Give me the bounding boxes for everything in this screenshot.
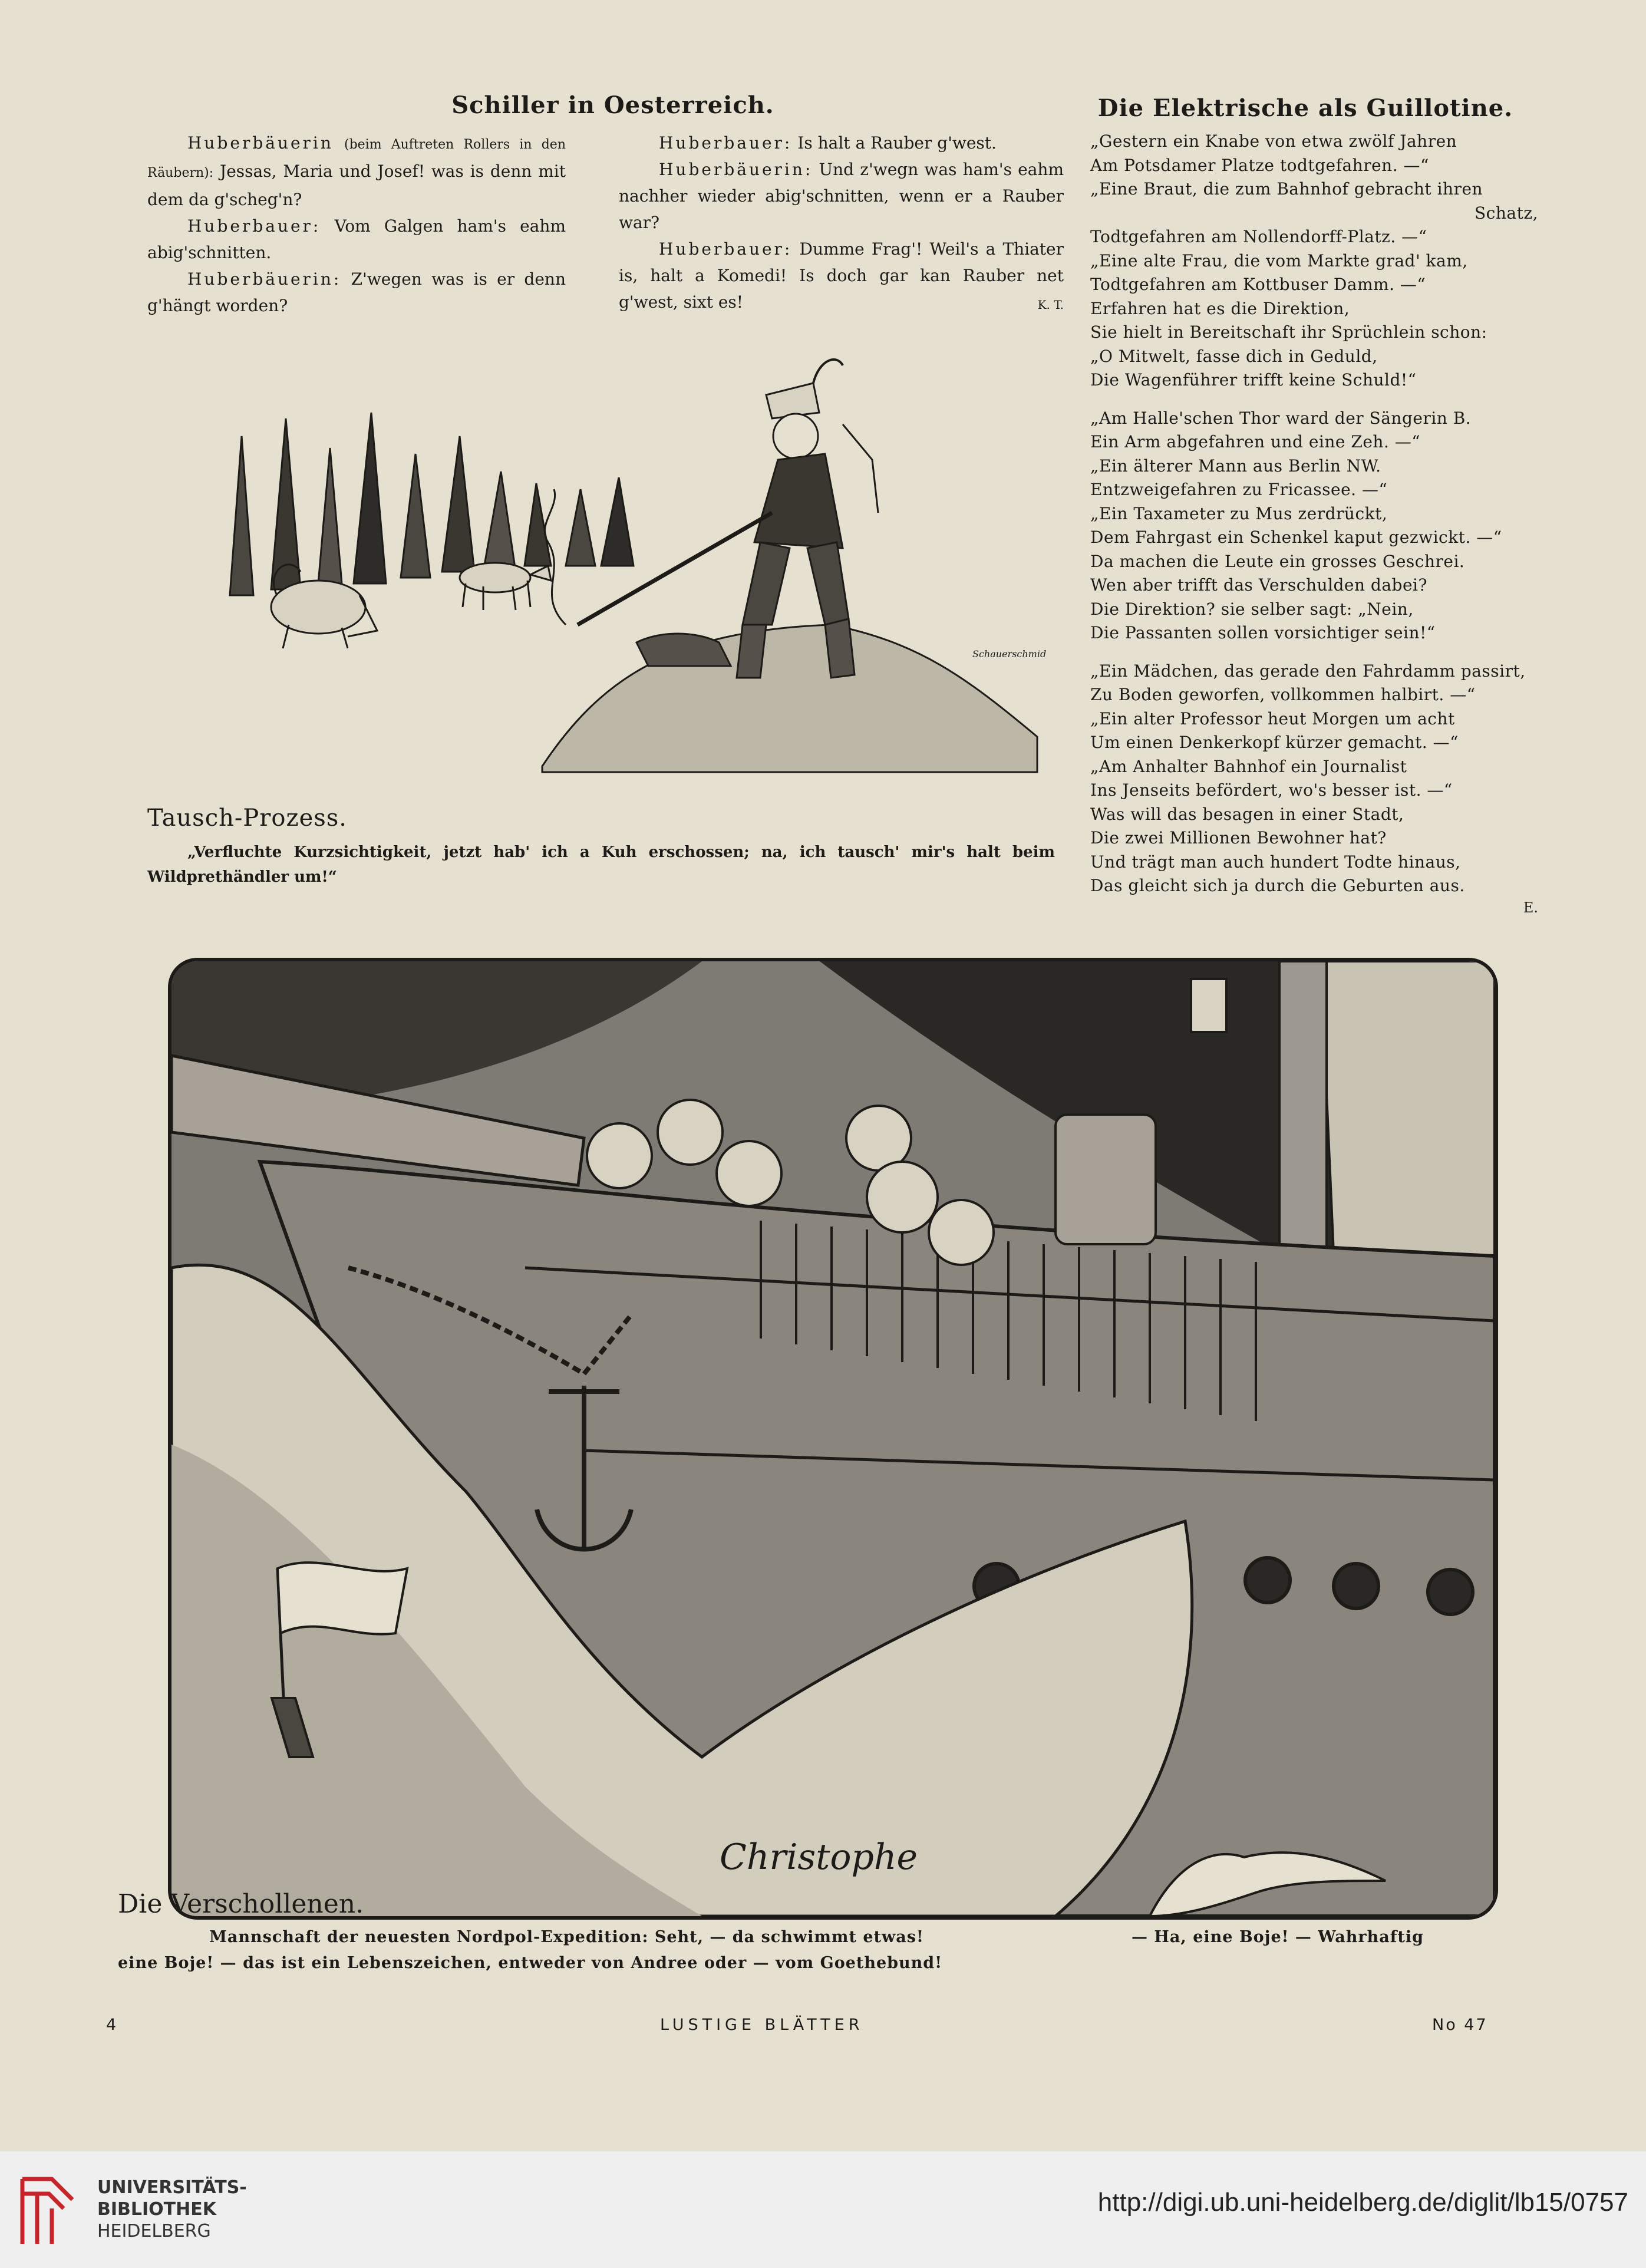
ship-cartoon (168, 958, 1498, 1920)
poem-stanza-1: „Gestern ein Knabe von etwa zwölf Jahren Am Potsdamer Platze todtgefahren. —“ „Eine Braut, die zum Bahnhof gebracht ihren Schatz, Todtgefahren am Nollendorff-Platz. —“ „Eine alte Frau, die vom Markte grad' kam, Todtgefahren am Kottbuser Damm. —“ Erfahren hat es die Direktion, Sie hielt in Bereitschaft ihr Sprüchlein schon: „O Mitwelt, fasse dich in Geduld, Die Wagenführer trifft keine Schuld!“ (1090, 131, 1538, 390)
mast (1279, 961, 1327, 1280)
cartoon-caption-line-2: eine Boje! — das ist ein Lebenszeichen, entweder von Andree oder — vom Goethebund! (118, 1954, 943, 1972)
flag-icon (278, 1562, 407, 1634)
tausch-caption: „Verfluchte Kurzsichtigkeit, jetzt hab' ich a Kuh erschossen; na, ich tausch' mir's halt beim Wildprethändler um!“ (147, 843, 1055, 886)
dialogue-line: Huberbäuerin: Und z'wegn was ham's eahm nachher wieder abig'schnitten, wenn er a Rauber war? (619, 160, 1064, 232)
rifle (578, 513, 772, 625)
dialogue-line: Huberbauer: Is halt a Rauber g'west. (659, 133, 997, 153)
lantern-icon (1191, 979, 1226, 1032)
viewer-bottom-bar (0, 2151, 1646, 2268)
magazine-name: LUSTIGE BLÄTTER (660, 2016, 864, 2034)
poem-column (1090, 130, 1538, 916)
cartoon-caption-line-1-right: — Ha, eine Boje! — Wahrhaftig (1132, 1928, 1424, 1946)
library-name[interactable]: UNIVERSITÄTS- BIBLIOTHEK HEIDELBERG (97, 2177, 247, 2241)
permalink-url[interactable]: http://digi.ub.uni-heidelberg.de/diglit/lb15/0757 (1097, 2188, 1628, 2217)
library-logo-icon[interactable] (17, 2167, 81, 2250)
grassy-hill (542, 625, 1037, 772)
article-title-tausch: Tausch-Prozess. (147, 805, 348, 832)
article-title-elektrische: Die Elektrische als Guillotine. (1097, 94, 1513, 122)
dialogue-column-2 (619, 130, 1064, 312)
standing-cow (460, 563, 551, 610)
page-number: 4 (106, 2016, 121, 2034)
dialogue-line: Huberbauer: Dumme Frag'! Weil's a Thiater is, halt a Komedi! Is doch gar kan Rauber net g'west, sixt es! (619, 239, 1064, 312)
machinery (1055, 1115, 1156, 1244)
speaker: Huberbäuerin (187, 133, 334, 153)
cartoon-title: Die Verschollenen. (118, 1889, 364, 1919)
poem-signature: E. (1523, 899, 1538, 916)
poem-stanza-2: „Am Halle'schen Thor ward der Sängerin B. Ein Arm abgefahren und eine Zeh. —“ „Ein älterer Mann aus Berlin NW. Entzweigefahren zu Fricassee. —“ „Ein Taxameter zu Mus zerdrückt, Dem Fahrgast ein Schenkel kaput gezwickt. —“ Da machen die Leute ein grosses Geschrei. Wen aber trifft das Verschulden dabei? Die Direktion? sie selber sagt: „Nein, Die Passanten sollen vorsichtiger sein!“ (1090, 408, 1502, 642)
forest-trees (230, 413, 634, 595)
article-title-schiller: Schiller in Oesterreich. (451, 91, 774, 119)
artist-signature: Christophe (720, 1837, 918, 1878)
poem-stanza-3: „Ein Mädchen, das gerade den Fahrdamm passirt, Zu Boden geworfen, vollkommen halbirt. —“ „Ein alter Professor heut Morgen um acht Um einen Denkerkopf kürzer gemacht. —“ „Am Anhalter Bahnhof ein Journalist Ins Jenseits befördert, wo's besser ist. —“ Was will das besagen in einer Stadt, Die zwei Millionen Bewohner hat? Und trägt man auch hundert Todte hinaus, Das gleicht sich ja durch die Geburten aus. (1090, 661, 1526, 895)
illustration-signature: Schauerschmid (972, 648, 1047, 660)
issue-number: No 47 (1432, 2016, 1488, 2034)
dialogue-line: Huberbauer: Vom Galgen ham's eahm abig'schnitten. (147, 216, 566, 262)
dialogue-line: Huberbäuerin: Z'wegen was is er denn g'hängt worden? (147, 269, 566, 315)
dialogue-column-1 (147, 130, 566, 319)
cartoon-caption-line-1: Mannschaft der neuesten Nordpol-Expedition: Seht, — da schwimmt etwas! (209, 1928, 924, 1946)
dialogue-line: Huberbäuerin (beim Auftreten Rollers in den Räubern): Jessas, Maria und Josef! was is denn mit dem da g'scheg'n? (147, 133, 566, 209)
hunter-illustration (153, 348, 1061, 819)
article-signature: K. T. (1037, 298, 1064, 312)
ship-cartoon-drawing (171, 961, 1495, 1916)
